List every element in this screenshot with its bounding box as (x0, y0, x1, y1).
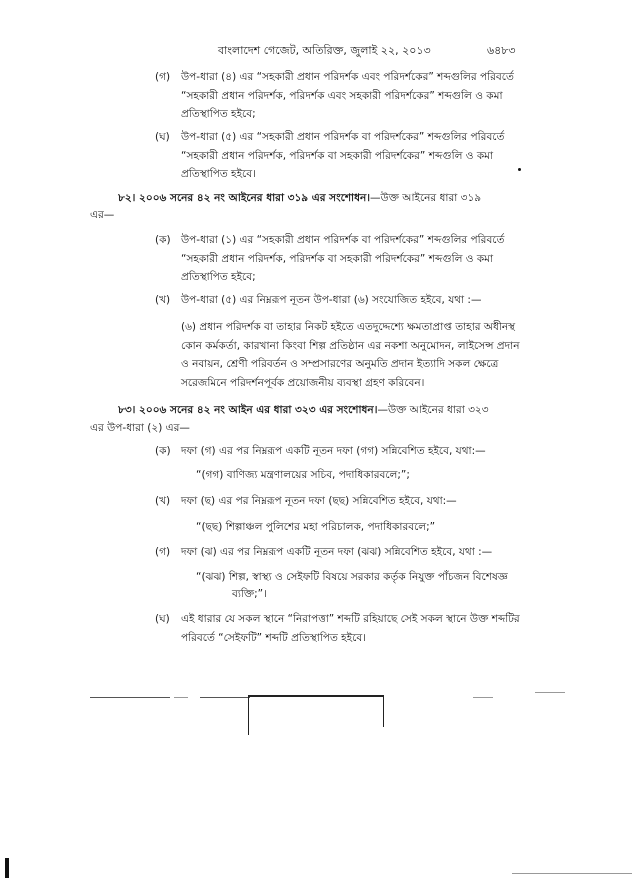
s83-clause-gha-line-1: এই ধারার যে সকল স্থানে “নিরাপত্তা” শব্দটি রহিয়াছে সেই সকল স্থানে উক্ত শব্দটির (181, 613, 520, 625)
page-number: ৬৪৮৩ (487, 44, 516, 57)
footer-rule-right-2 (535, 692, 565, 693)
footer-rule-right-1 (473, 697, 493, 698)
s83-clause-marker-gha: (ঘ) (155, 613, 170, 625)
clause-gha-line-3: প্রতিস্থাপিত হইবে। (181, 168, 256, 180)
s82-quote-line-1: (৬) প্রধান পরিদর্শক বা তাহার নিকট হইতে এতদুদ্দেশ্যে ক্ষমতাপ্রাপ্ত তাহার অধীনস্থ (181, 321, 516, 333)
s82-quote-line-4: সরেজমিনে পরিদর্শনপূর্বক প্রয়োজনীয় ব্যবস্থা গ্রহণ করিবেন। (181, 377, 425, 389)
s83-clause-gha-line-2: পরিবর্তে “সেইফটি” শব্দটি প্রতিস্থাপিত হইবে। (181, 632, 366, 644)
s83-clause-kha-quote: “(ছছ) শিল্পাঞ্চল পুলিশের মহা পরিচালক, পদাধিকারবলে;” (196, 521, 436, 533)
clause-gha-line-2: “সহকারী প্রধান পরিদর্শক, পরিদর্শক বা সহকারী পরিদর্শকের” শব্দগুলি ও কমা (181, 150, 494, 162)
section-83-heading (118, 403, 489, 417)
s83-clause-marker-ka: (ক) (155, 445, 171, 457)
s82-clause-ka-line-1: উপ-ধারা (১) এর “সহকারী প্রধান পরিদর্শক বা পরিদর্শকের” শব্দগুলির পরিবর্তে (181, 234, 505, 246)
section-82-heading (118, 191, 481, 205)
clause-marker-gha: (ঘ) (155, 131, 170, 143)
section-83-heading-tail: —উক্ত আইনের ধারা ৩২৩ (377, 404, 489, 416)
s82-clause-marker-kha: (খ) (155, 294, 171, 306)
clause-ga-line-3: প্রতিস্থাপিত হইবে; (181, 108, 256, 120)
s83-clause-kha-line: দফা (ছ) এর পর নিম্নরূপ নূতন দফা (ছছ) সন্নিবেশিত হইবে, যথা:— (181, 495, 457, 507)
clause-ga-line-2: “সহকারী প্রধান পরিদর্শক, পরিদর্শক এবং সহকারী পরিদর্শকের” শব্দগুলি ও কমা (181, 90, 503, 102)
s83-clause-marker-kha: (খ) (155, 495, 171, 507)
s83-clause-ka-quote: “(গগ) বাণিজ্য মন্ত্রণালয়ের সচিব, পদাধিকারবলে;”; (196, 469, 410, 481)
gazette-header-title: বাংলাদেশ গেজেট, অতিরিক্ত, জুলাই ২২, ২০১৩ (218, 44, 431, 57)
scan-edge-mark (5, 858, 9, 878)
s82-clause-ka-line-3: প্রতিস্থাপিত হইবে; (181, 271, 256, 283)
s82-quote-line-2: কোন কর্মকর্তা, কারখানা কিংবা শিল্প প্রতিষ্ঠান এর নকশা অনুমোদন, লাইসেন্স প্রদান (181, 340, 520, 352)
box-right-edge (383, 695, 384, 727)
bottom-scan-line (512, 873, 632, 874)
margin-speck (518, 168, 521, 171)
section-83-line-2: এর উপ-ধারা (২) এর— (90, 422, 190, 434)
clause-marker-ga: (গ) (155, 71, 171, 83)
clause-gha-line-1: উপ-ধারা (৫) এর “সহকারী প্রধান পরিদর্শক বা পরিদর্শকের” শব্দগুলির পরিবর্তে (181, 131, 505, 143)
s83-clause-marker-ga: (গ) (155, 546, 171, 558)
section-83-heading-bold: ৮৩। ২০০৬ সনের ৪২ নং আইন এর ধারা ৩২৩ এর সংশোধন। (118, 404, 378, 416)
s82-clause-kha-line-1: উপ-ধারা (৫) এর নিম্নরূপ নূতন উপ-ধারা (৬) সংযোজিত হইবে, যথা :— (181, 294, 482, 306)
footer-rule-dash (174, 697, 188, 698)
box-top-edge (248, 695, 384, 697)
s83-clause-ga-line: দফা (ঝ) এর পর নিম্নরূপ একটি নূতন দফা (ঝঝ) সন্নিবেশিত হইবে, যথা :— (181, 546, 493, 558)
s83-clause-ga-quote-2: ব্যক্তি;”। (232, 588, 267, 600)
footer-rule-left (90, 697, 170, 698)
s83-clause-ka-line: দফা (গ) এর পর নিম্নরূপ একটি নূতন দফা (গগ) সন্নিবেশিত হইবে, যথা:— (181, 445, 486, 457)
section-82-heading-tail: —উক্ত আইনের ধারা ৩১৯ (370, 192, 482, 204)
clause-ga-line-1: উপ-ধারা (৪) এর “সহকারী প্রধান পরিদর্শক এবং পরিদর্শকের” শব্দগুলির পরিবর্তে (181, 71, 514, 83)
s83-clause-ga-quote-1: “(ঝঝ) শিল্প, স্বাস্থ্য ও সেইফটি বিষয়ে সরকার কর্তৃক নিযুক্ত পাঁচজন বিশেষজ্ঞ (196, 571, 508, 583)
s82-clause-marker-ka: (ক) (155, 234, 171, 246)
section-82-heading-bold: ৮২। ২০০৬ সনের ৪২ নং আইনের ধারা ৩১৯ এর সংশোধন। (118, 192, 371, 204)
s82-clause-ka-line-2: “সহকারী প্রধান পরিদর্শক, পরিদর্শক বা সহকারী পরিদর্শকের” শব্দগুলি ও কমা (181, 253, 494, 265)
section-82-line-2: এর— (90, 209, 115, 221)
s82-quote-line-3: ও নবায়ন, শ্রেণী পরিবর্তন ও সম্প্রসারণের অনুমতি প্রদান ইত্যাদি সকল ক্ষেত্রে (181, 358, 499, 370)
footer-rule-mid (200, 697, 250, 698)
box-left-edge (248, 695, 249, 735)
